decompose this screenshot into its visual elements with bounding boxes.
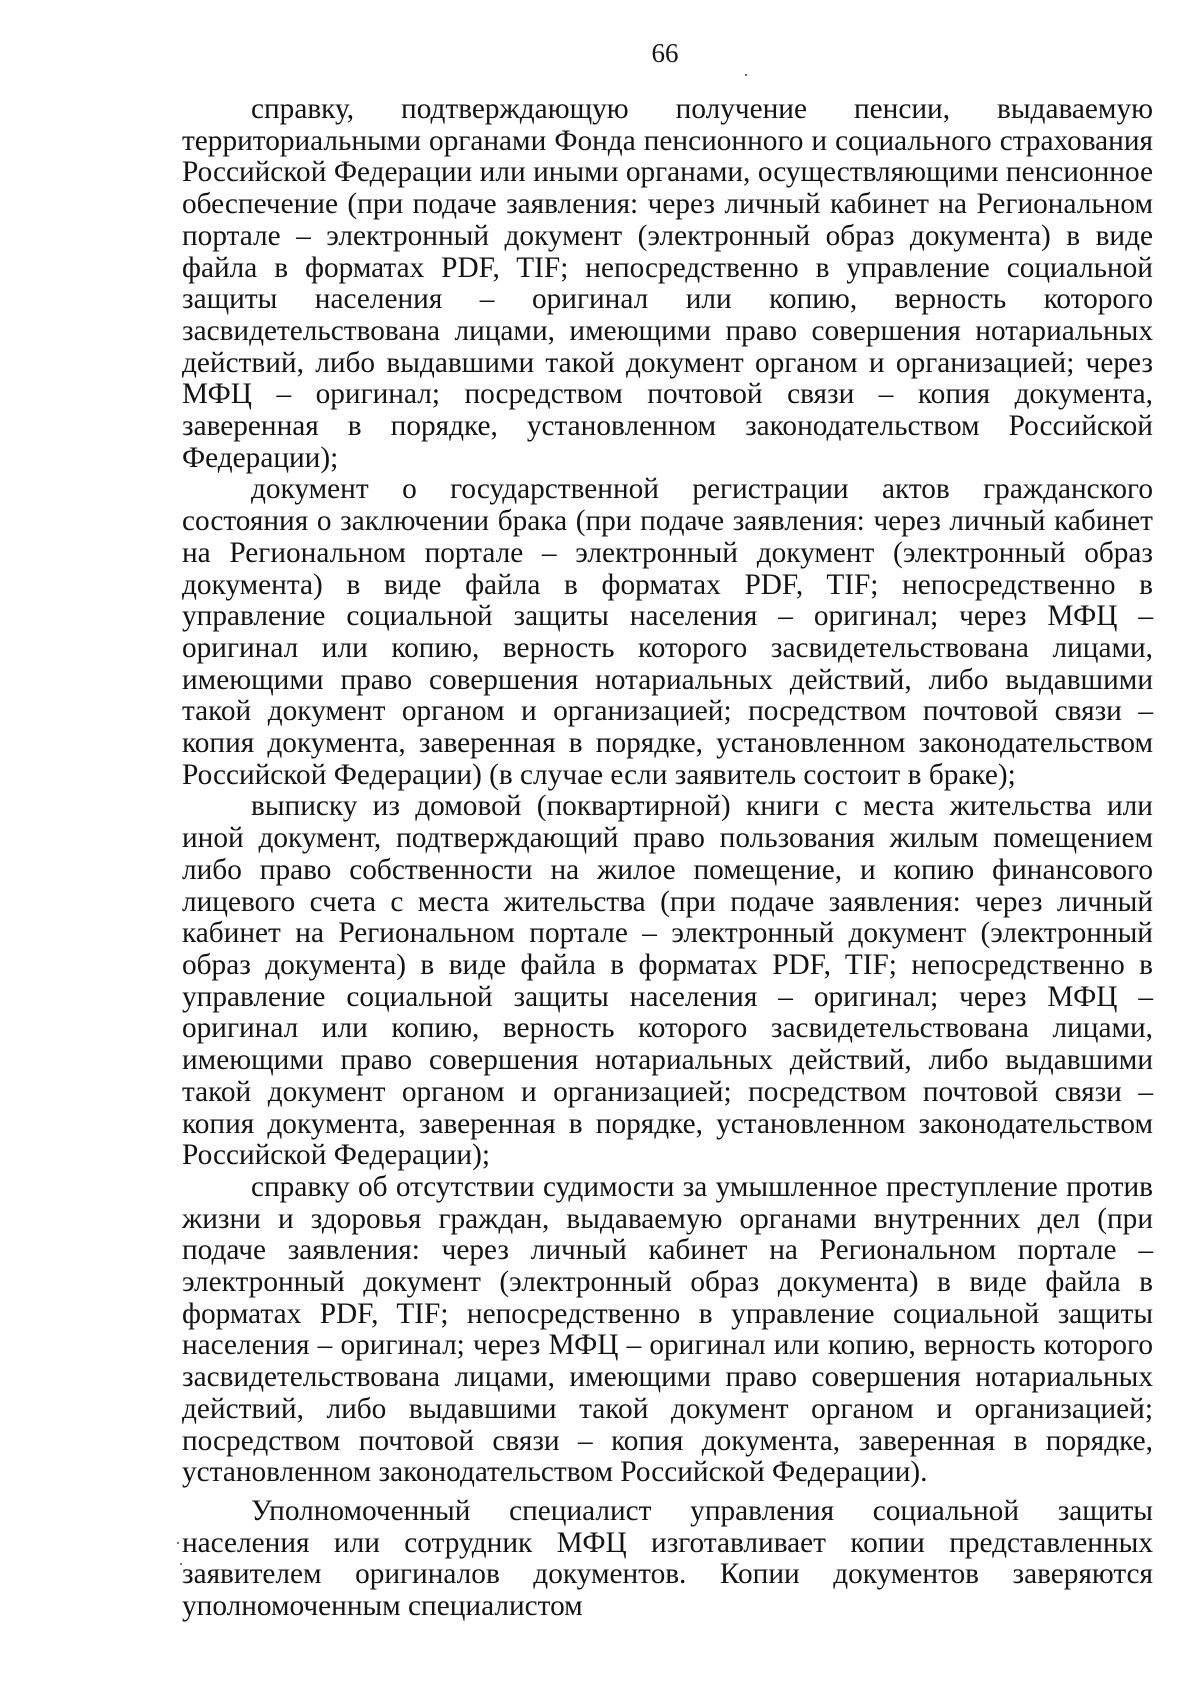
paragraph-authorized-specialist: Уполномоченный специалист управления социальной защиты населения или сотрудник МФЦ изготавливает копии представленных заявителем оригиналов документов. Копии документов заверяются уполномоченным специалистом <box>182 1494 1153 1623</box>
scan-speck <box>180 1563 182 1565</box>
paragraph-pension-certificate: справку, подтверждающую получение пенсии, выдаваемую территориальными органами Фонда пенсионного и социального страхования Российской Федерации или иными органами, осуществляющими пенсионное обеспечение (при подаче заявления: через личный кабинет на Региональном портале – электронный документ (электронный образ документа) в виде файла в форматах PDF, TIF; непосредственно в управление социальной защиты населения – оригинал или копию, верность которого засвидетельствована лицами, имеющими право совершения нотариальных действий, либо выдавшими такой документ органом и организацией; через МФЦ – оригинал; посредством почтовой связи – копия документа, заверенная в порядке, установленном законодательством Российской Федерации); <box>182 93 1153 474</box>
paragraph-marriage-registration: документ о государственной регистрации актов гражданского состояния о заключении брака (при подаче заявления: через личный кабинет на Региональном портале – электронный документ (электронный образ документа) в виде файла в форматах PDF, TIF; непосредственно в управление социальной защиты населения – оригинал; через МФЦ – оригинал или копию, верность которого засвидетельствована лицами, имеющими право совершения нотариальных действий, либо выдавшими такой документ органом и организацией; посредством почтовой связи – копия документа, заверенная в порядке, установленном законодательством Российской Федерации) (в случае если заявитель состоит в браке); <box>182 473 1153 791</box>
page-number: 66 <box>651 38 679 68</box>
scan-speck <box>177 1542 179 1544</box>
scan-speck <box>745 74 747 76</box>
document-body <box>182 94 1153 1623</box>
paragraph-house-book-extract: выписку из домовой (поквартирной) книги с места жительства или иной документ, подтверждающий право пользования жилым помещением либо право собственности на жилое помещение, и копию финансового лицевого счета с места жительства (при подаче заявления: через личный кабинет на Региональном портале – электронный документ (электронный образ документа) в виде файла в форматах PDF, TIF; непосредственно в управление социальной защиты населения – оригинал; через МФЦ – оригинал или копию, верность которого засвидетельствована лицами, имеющими право совершения нотариальных действий, либо выдавшими такой документ органом и организацией; посредством почтовой связи – копия документа, заверенная в порядке, установленном законодательством Российской Федерации); <box>182 790 1153 1172</box>
paragraph-no-criminal-record: справку об отсутствии судимости за умышленное преступление против жизни и здоровья граждан, выдаваемую органами внутренних дел (при подаче заявления: через личный кабинет на Региональном портале – электронный документ (электронный образ документа) в виде файла в форматах PDF, TIF; непосредственно в управление социальной защиты населения – оригинал; через МФЦ – оригинал или копию, верность которого засвидетельствована лицами, имеющими право совершения нотариальных действий, либо выдавшими такой документ органом и организацией; посредством почтовой связи – копия документа, заверенная в порядке, установленном законодательством Российской Федерации). <box>182 1170 1153 1489</box>
